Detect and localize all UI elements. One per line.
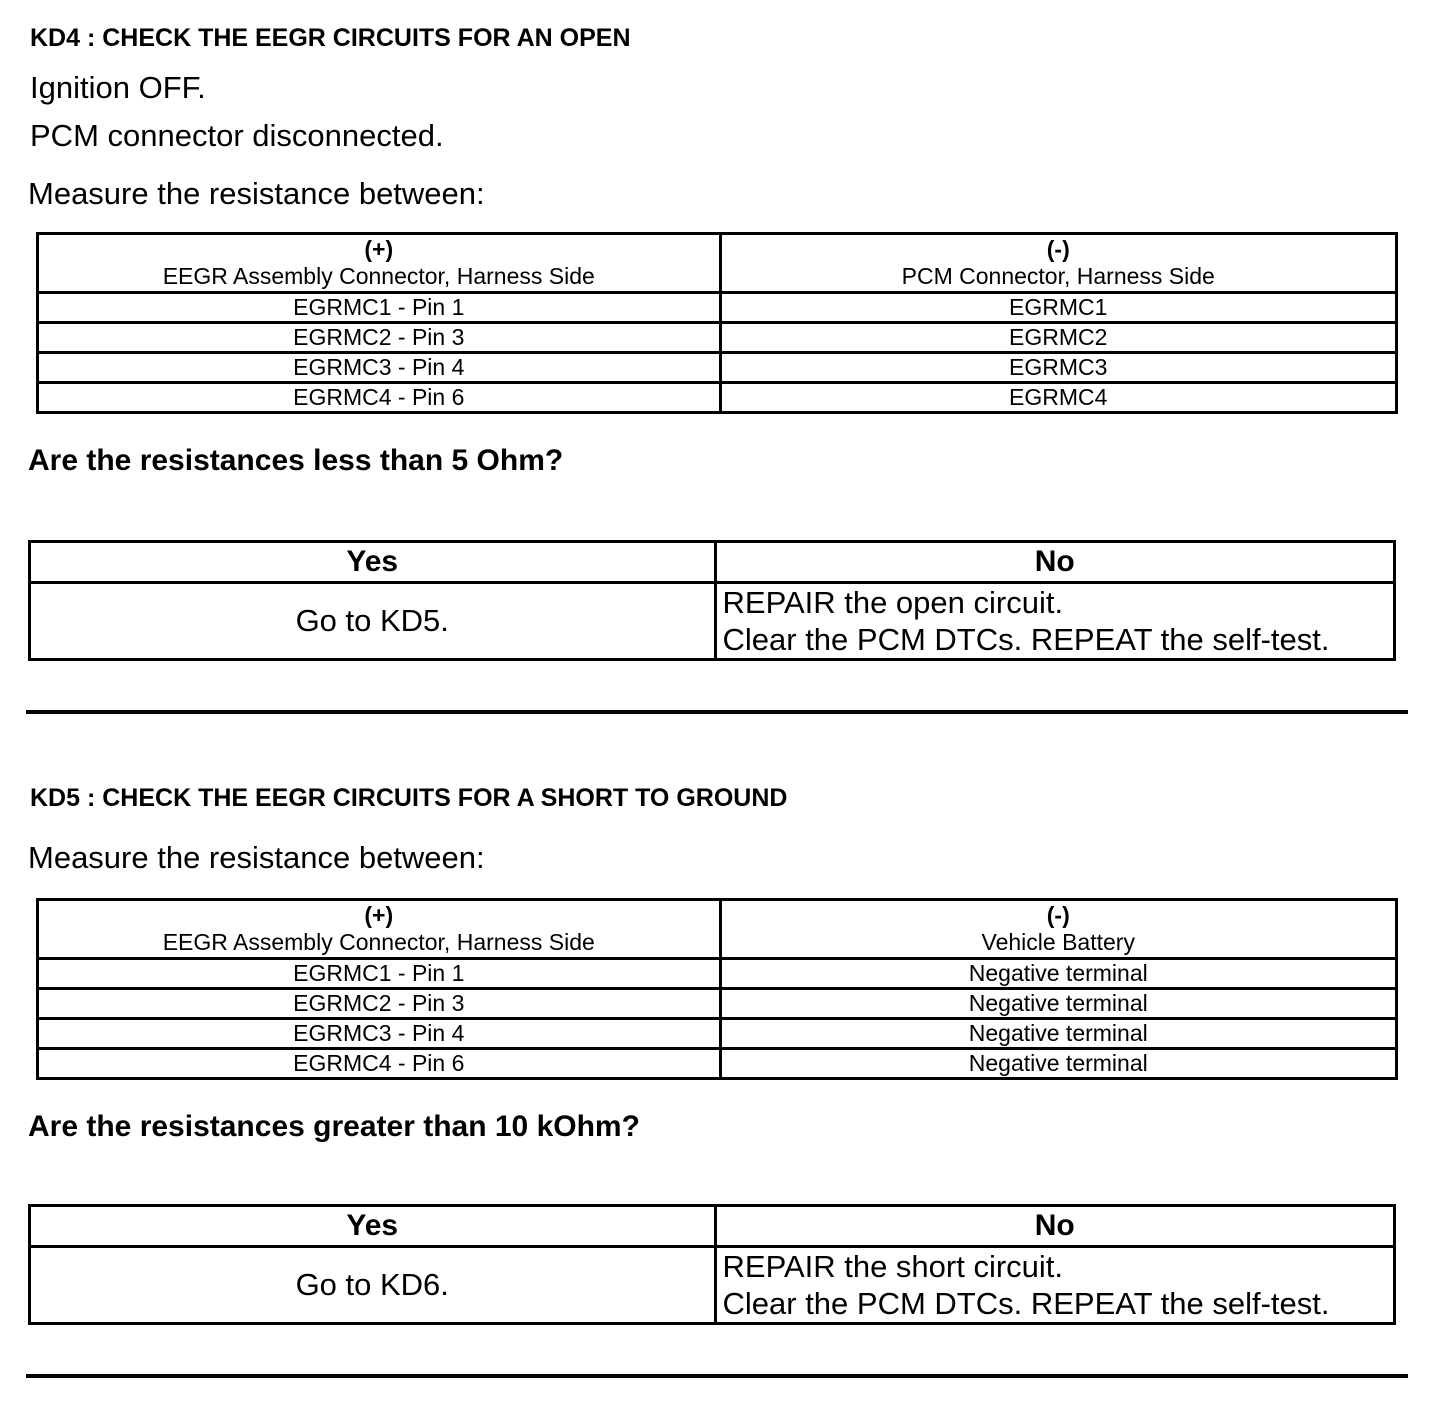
decision-header-row <box>30 542 1395 583</box>
decision-header-row <box>30 1206 1395 1247</box>
plus-label: EEGR Assembly Connector, Harness Side <box>162 263 595 289</box>
plus-cell: EGRMC4 - Pin 6 <box>38 1049 721 1079</box>
minus-cell: Negative terminal <box>720 959 1397 989</box>
yes-header: Yes <box>30 542 716 583</box>
table-row <box>38 1049 1397 1079</box>
kd4-title: KD4 : CHECK THE EEGR CIRCUITS FOR AN OPEN <box>30 24 631 52</box>
plus-cell: EGRMC3 - Pin 4 <box>38 353 721 383</box>
kd5-title: KD5 : CHECK THE EEGR CIRCUITS FOR A SHORT TO GROUND <box>30 784 788 812</box>
plus-cell: EGRMC4 - Pin 6 <box>38 383 721 413</box>
kd4-decision-table <box>28 540 1396 661</box>
decision-row <box>30 583 1395 660</box>
kd4-measure-text: Measure the resistance between: <box>28 176 485 211</box>
kd5-question: Are the resistances greater than 10 kOhm? <box>28 1110 640 1143</box>
minus-cell: EGRMC1 <box>720 293 1397 323</box>
kd4-measurement-table <box>36 232 1398 414</box>
plus-cell: EGRMC2 - Pin 3 <box>38 989 721 1019</box>
minus-cell: EGRMC3 <box>720 353 1397 383</box>
minus-cell: EGRMC2 <box>720 323 1397 353</box>
plus-label: EEGR Assembly Connector, Harness Side <box>162 929 595 955</box>
minus-cell: Negative terminal <box>720 1049 1397 1079</box>
kd5-measure-text: Measure the resistance between: <box>28 840 485 875</box>
minus-symbol: (-) <box>1046 236 1070 262</box>
table-row <box>38 293 1397 323</box>
plus-header <box>38 900 721 959</box>
no-action-line-2: Clear the PCM DTCs. REPEAT the self-test. <box>722 622 1330 657</box>
kd4-instruction-2: PCM connector disconnected. <box>30 118 444 153</box>
no-action <box>715 1247 1395 1324</box>
plus-symbol: (+) <box>364 902 394 928</box>
minus-header <box>720 234 1397 293</box>
minus-cell: Negative terminal <box>720 989 1397 1019</box>
minus-symbol: (-) <box>1046 902 1070 928</box>
section-divider <box>26 710 1408 714</box>
plus-cell: EGRMC1 - Pin 1 <box>38 293 721 323</box>
kd5-decision-table <box>28 1204 1396 1325</box>
no-header: No <box>715 542 1395 583</box>
yes-action: Go to KD6. <box>30 1247 716 1324</box>
plus-symbol: (+) <box>364 236 394 262</box>
no-action-line-1: REPAIR the open circuit. <box>722 585 1064 620</box>
minus-label: PCM Connector, Harness Side <box>901 263 1215 289</box>
table-row <box>38 989 1397 1019</box>
no-action <box>715 583 1395 660</box>
minus-cell: EGRMC4 <box>720 383 1397 413</box>
plus-cell: EGRMC3 - Pin 4 <box>38 1019 721 1049</box>
plus-header <box>38 234 721 293</box>
no-header: No <box>715 1206 1395 1247</box>
no-action-line-1: REPAIR the short circuit. <box>722 1249 1064 1284</box>
table-row <box>38 383 1397 413</box>
minus-cell: Negative terminal <box>720 1019 1397 1049</box>
kd4-instruction-1: Ignition OFF. <box>30 70 206 105</box>
table-row <box>38 353 1397 383</box>
table-row <box>38 1019 1397 1049</box>
section-divider <box>26 1374 1408 1378</box>
table-row <box>38 323 1397 353</box>
minus-label: Vehicle Battery <box>981 929 1135 955</box>
yes-action: Go to KD5. <box>30 583 716 660</box>
yes-header: Yes <box>30 1206 716 1247</box>
no-action-line-2: Clear the PCM DTCs. REPEAT the self-test. <box>722 1286 1330 1321</box>
table-row <box>38 959 1397 989</box>
minus-header <box>720 900 1397 959</box>
kd5-measurement-table <box>36 898 1398 1080</box>
table-header-row <box>38 234 1397 293</box>
kd4-question: Are the resistances less than 5 Ohm? <box>28 444 564 477</box>
decision-row <box>30 1247 1395 1324</box>
plus-cell: EGRMC2 - Pin 3 <box>38 323 721 353</box>
table-header-row <box>38 900 1397 959</box>
plus-cell: EGRMC1 - Pin 1 <box>38 959 721 989</box>
